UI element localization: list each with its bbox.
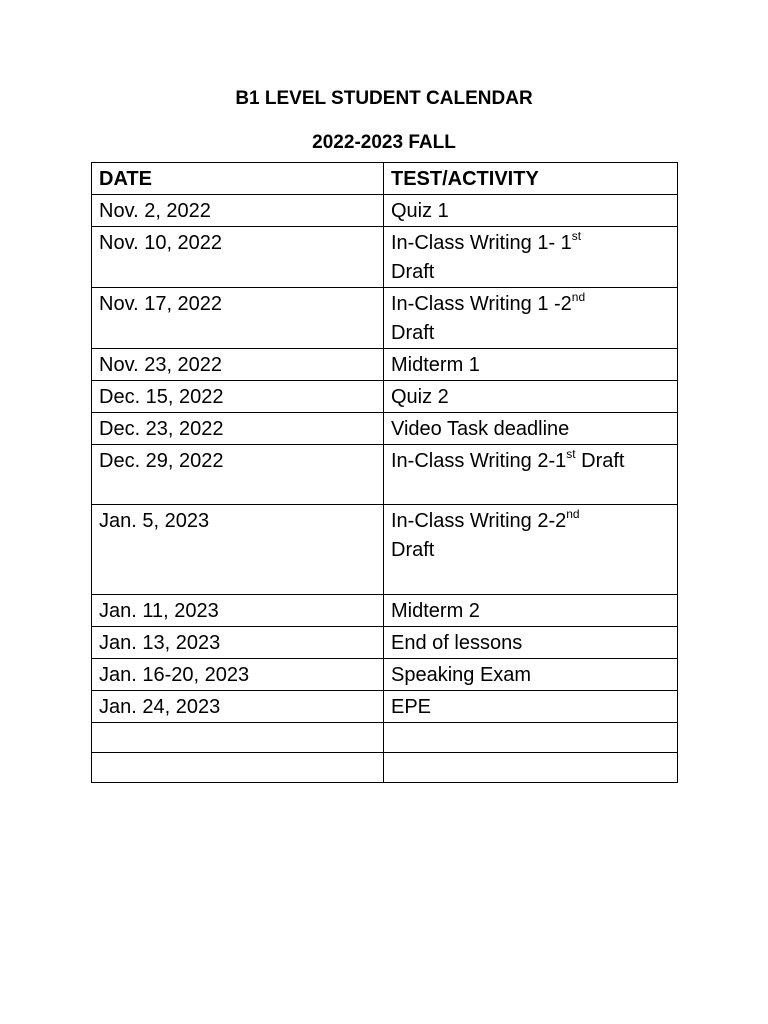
activity-text: In-Class Writing 2-2 <box>391 510 567 532</box>
table-row <box>92 195 678 227</box>
table-row <box>92 595 678 627</box>
date-cell: Jan. 16-20, 2023 <box>92 659 384 691</box>
table-row <box>92 381 678 413</box>
activity-cell: Speaking Exam <box>384 659 678 691</box>
table-row <box>92 413 678 445</box>
page-subtitle: 2022-2023 FALL <box>312 132 456 153</box>
activity-superscript: nd <box>571 290 586 304</box>
date-cell: Jan. 11, 2023 <box>92 595 384 627</box>
date-cell <box>92 753 384 783</box>
activity-superscript: st <box>566 447 576 461</box>
date-cell: Dec. 15, 2022 <box>92 381 384 413</box>
date-cell <box>92 723 384 753</box>
header-activity: TEST/ACTIVITY <box>384 163 678 195</box>
date-cell: Nov. 10, 2022 <box>92 227 384 288</box>
table-header-row <box>92 163 678 195</box>
activity-text: In-Class Writing 1 -2 <box>391 293 572 315</box>
table-row <box>92 445 678 505</box>
activity-cell: Video Task deadline <box>384 413 678 445</box>
activity-cell: EPE <box>384 691 678 723</box>
table-row-empty <box>92 753 678 783</box>
activity-cell: Midterm 2 <box>384 595 678 627</box>
date-cell: Dec. 23, 2022 <box>92 413 384 445</box>
table-row <box>92 659 678 691</box>
activity-cell <box>384 723 678 753</box>
activity-text: In-Class Writing 2-1 <box>391 450 567 472</box>
activity-cell <box>384 753 678 783</box>
date-cell: Jan. 5, 2023 <box>92 505 384 595</box>
activity-cell <box>384 505 678 595</box>
activity-text-cont: Draft <box>575 450 625 472</box>
header-date: DATE <box>92 163 384 195</box>
table-row <box>92 627 678 659</box>
table-row <box>92 288 678 349</box>
activity-text: In-Class Writing 1- 1 <box>391 232 572 254</box>
activity-cell: Midterm 1 <box>384 349 678 381</box>
date-cell: Jan. 13, 2023 <box>92 627 384 659</box>
activity-cell <box>384 445 678 505</box>
table-row <box>92 691 678 723</box>
activity-cell <box>384 288 678 349</box>
activity-text-cont: Draft <box>391 539 435 561</box>
activity-superscript: nd <box>566 507 580 521</box>
activity-cell <box>384 227 678 288</box>
date-cell: Dec. 29, 2022 <box>92 445 384 505</box>
activity-text-cont: Draft <box>391 322 435 344</box>
date-cell: Nov. 17, 2022 <box>92 288 384 349</box>
page-title: B1 LEVEL STUDENT CALENDAR <box>235 88 533 109</box>
activity-cell: Quiz 1 <box>384 195 678 227</box>
activity-text-cont: Draft <box>391 261 435 283</box>
activity-cell: Quiz 2 <box>384 381 678 413</box>
activity-superscript: st <box>571 229 582 243</box>
table-row <box>92 349 678 381</box>
date-cell: Jan. 24, 2023 <box>92 691 384 723</box>
calendar-table <box>91 162 678 783</box>
activity-cell: End of lessons <box>384 627 678 659</box>
table-row-empty <box>92 723 678 753</box>
date-cell: Nov. 23, 2022 <box>92 349 384 381</box>
table-row <box>92 227 678 288</box>
date-cell: Nov. 2, 2022 <box>92 195 384 227</box>
table-row <box>92 505 678 595</box>
